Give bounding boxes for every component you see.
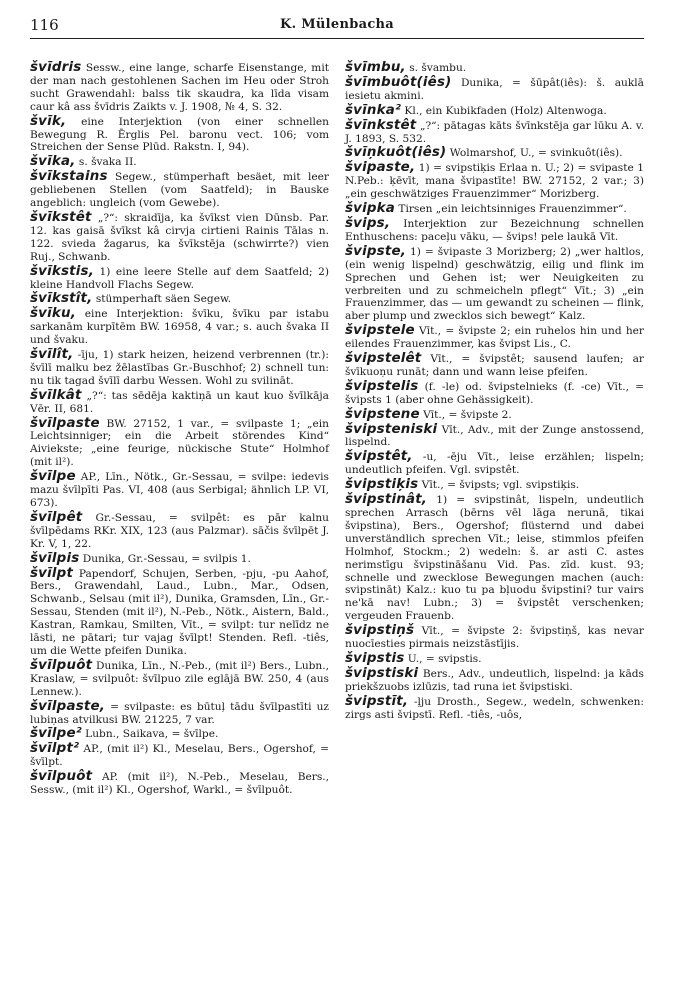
entry-text: AP. (mit il²), N.-Peb., Meselau, Bers., Sessw., (mit il²) Kl., Ogershof, Warkl., = švīlpuôt. <box>30 771 329 797</box>
entry-text: Dunika, Līn., N.-Peb., (mit il²) Bers., Lubn., Kraslaw, = svilpuôt: švīlpuo zile eglājā BW. 250, 4 (aus Lennew.). <box>30 659 329 698</box>
entry-text: 1) = svipstiķis Erlaa n. U.; 2) = svipaste 1 N.Peb.: ķēvīt, mana švipastīte! BW. 27152, 2 var.; 3) „ein geschwätziges Frauenzimmer“ Morizberg. <box>345 162 644 201</box>
entry-text: = svilpaste: es būtuļ tādu švīlpastīti uz lubiņas atvilkusi BW. 21225, 7 var. <box>30 700 329 726</box>
dictionary-entry <box>30 743 329 769</box>
dictionary-entry <box>345 147 644 160</box>
entry-text: „?“: pātagas kāts švīnkstēja gar lūku A. v. J. 1893, S. 532. <box>345 119 644 145</box>
dictionary-entry <box>30 565 329 658</box>
entry-headword: švipaste, <box>345 160 416 176</box>
entry-headword: švipstīt, <box>345 693 409 709</box>
dictionary-entry <box>345 693 644 722</box>
entry-text: 1) = svipstinât, lispeln, undeutlich sprechen Arrasch (bērns vēl lāga nerunā, tikai švipstina), Bers., Ogershof; flüsternd und dabei unverständlich sprechen Vīt.; leise, stimmlos pfeifen Holmhof, Stockm.; 2) wedeln: š. ar asti C. astes nerimstīgu švipstināšanu Vid. Pas. zīd. kust. 93; schnelle und zwecklose Bewegungen machen (auch: svipstināt) Kalz.: kuo tu pa bļuodu švipstini? tur vairs ne'kā nav! Lubn.; 3) = švipstêt verschenken; vergeuden Frauenb. <box>345 494 644 623</box>
dictionary-entry <box>345 203 644 216</box>
entry-text: eine Interjektion (von einer schnellen Bewegung R. Ērglis Pel. baronu vect. 106; vom Streichen der Sense Plūd. Rakstn. I, 94). <box>30 115 329 154</box>
entry-headword: švīlpe² <box>30 726 82 742</box>
dictionary-entry <box>30 293 329 306</box>
entry-headword: švīlpuôt <box>30 657 93 673</box>
dictionary-entry <box>345 102 644 118</box>
entry-text: Dunika, Gr.-Sessau, = svilpis 1. <box>79 552 251 565</box>
entry-text: Sessw., eine lange, scharfe Eisenstange, mit der man nach gestohlenen Sachen im Heu oder Stroh sucht Grawendahl: balss tik skaudra, ka līda visam caur kâ ass švīdris Zaikts v. J. 1908, № 4, S. 32. <box>30 62 329 113</box>
dictionary-entry <box>345 421 644 450</box>
entry-text: Vīt., = švipste 2: švipstiņš, kas nevar nuocīesties pirmais neizstāstījis. <box>345 625 644 651</box>
dictionary-entry <box>30 308 329 347</box>
entry-headword: švipstiķis <box>345 477 419 493</box>
dictionary-entry <box>30 263 329 292</box>
entry-headword: švīk, <box>30 113 67 129</box>
entry-headword: švīlpaste, <box>30 698 106 714</box>
entry-headword: švīlît, <box>30 347 74 363</box>
entry-headword: švipstiņš <box>345 623 415 639</box>
entry-text: Bers., Adv., undeutlich, lispelnd: ja kāds priekšzuobs izlūzis, tad runa iet švipstiski. <box>345 667 644 693</box>
entry-headword: švīkstît, <box>30 291 93 307</box>
dictionary-entry <box>30 509 329 551</box>
dictionary-entry <box>30 156 329 169</box>
dictionary-entry <box>345 74 644 103</box>
entry-headword: švips, <box>345 215 391 231</box>
dictionary-entry <box>30 209 329 264</box>
dictionary-entry <box>345 650 644 666</box>
page-number: 116 <box>30 16 59 34</box>
entry-headword: švīņkuôt(iês) <box>345 145 447 161</box>
dictionary-entry <box>345 451 644 477</box>
entry-text: Lubn., Saikava, = švīlpe. <box>81 728 219 741</box>
entry-text: Gr.-Sessau, = svilpêt: es pār kalnu švīlpēdams RKr. XIX, 123 (aus Palzmar). sāčis švīlpēt J. Kr. V, 1, 22. <box>30 511 329 550</box>
entry-headword: švipstis <box>345 650 405 666</box>
entry-headword: švipstele <box>345 323 415 339</box>
dictionary-entry <box>345 494 644 623</box>
dictionary-entry <box>345 479 644 492</box>
dictionary-entry <box>345 215 644 244</box>
entry-headword: švīmbuôt(iês) <box>345 74 452 90</box>
entry-text: eine Interjektion: švīku, švīku par istabu sarkanām kurpītēm BW. 16958, 4 var.; s. auch švaka II und švaku. <box>30 308 329 347</box>
dictionary-entry <box>30 698 329 727</box>
entry-headword: švipstiski <box>345 665 419 681</box>
entry-text: „?“: skraidīja, ka švīkst vien Dūnsb. Par. 12. kas gaisā švīkst kâ cirvja cirtieni Rainis Tālas n. 122. svieda žagarus, ka švīkstēja (schwirrte?) vien Ruj., Schwanb. <box>30 211 329 263</box>
entry-headword: švīlpt² <box>30 741 80 757</box>
entry-headword: švīlpe <box>30 469 76 485</box>
entry-headword: švipste, <box>345 243 407 259</box>
entry-text: Kl., ein Kubikfaden (Holz) Altenwoga. <box>401 104 607 117</box>
entry-text: stümperhaft säen Segew. <box>92 293 232 306</box>
entry-headword: švīkstis, <box>30 263 95 279</box>
entry-text: AP., (mit il²) Kl., Meselau, Bers., Ogershof, = švīlpt. <box>30 743 329 769</box>
entry-text: Segew., stümperhaft besäet, mit leer gebliebenen Stellen (vom Saatfeld); in Bauske angeblich: ungleich (vom Gewebe). <box>30 171 329 210</box>
dictionary-entry <box>30 471 329 510</box>
dictionary-entry <box>345 665 644 694</box>
entry-text: 1) = švipaste 3 Morizberg; 2) „wer haltlos, (ein wenig lispelnd) geschwätzig, eilig und flink im Sprechen und Gehen ist; wer Neuigkeiten zu verbreiten und zu schmeicheln pflegt“ Vīt.; 3) „ein Frauenzimmer, das — um gewandt zu scheinen — flink, aber plump und zwecklos sich bewegt“ Kalz. <box>345 245 644 323</box>
dictionary-entry <box>30 728 329 741</box>
entry-text: Vīt., = švipsts; vgl. svipstiķis. <box>418 479 580 492</box>
entry-headword: švīlpis <box>30 550 80 566</box>
entry-headword: švīlpt <box>30 565 74 581</box>
left-column <box>30 62 329 799</box>
entry-text: Vīt., = švipste 2; ein ruhelos hin und her eilendes Frauenzimmer, kas švipst Lis., C. <box>345 325 644 351</box>
dictionary-entry <box>30 113 329 155</box>
entry-headword: švīkstêt <box>30 209 92 225</box>
dictionary-entry <box>30 349 329 388</box>
dictionary-entry <box>345 162 644 201</box>
entry-headword: švīku, <box>30 306 77 322</box>
entry-headword: švipstêt, <box>345 449 413 465</box>
entry-headword: švīlpaste <box>30 415 100 431</box>
entry-headword: švipsteniski <box>345 421 438 437</box>
entry-headword: švipstene <box>345 406 420 422</box>
running-title: K. Mülenbacha <box>279 17 395 32</box>
entry-text: Vīt., = švipstêt; sausend laufen; ar švīkuoņu runāt; dann und wann leise pfeifen. <box>345 353 644 378</box>
dictionary-entry <box>30 415 329 470</box>
entry-headword: švīlpêt <box>30 509 83 525</box>
entry-headword: švipstinât, <box>345 492 428 508</box>
entry-text: Vīt., = švipste 2. <box>419 408 512 421</box>
entry-text: Wolmarshof, U., = svinkuôt(iês). <box>446 147 623 160</box>
dictionary-entry <box>345 325 644 351</box>
entry-text: Papendorf, Schujen, Serben, -pju, -pu Aahof, Bers., Grawendahl, Laud., Lubn., Mar., Odsen, Schwanb., Selsau (mit il²), Dunika, Gramsden, Līn., Gr.-Sessau, Stenden (mit il²), N.-Peb., Nötk., Aistern, Bald., Kastran, Ramkau, Smilten, Vīt., = svilpt: tur nelīdz ne lāsti, ne pātari; tur vajag švīlpt! Stenden. Refl. -tiês, um die Wette pfeifen Dunika. <box>30 567 329 657</box>
entry-headword: švīka, <box>30 154 76 170</box>
dictionary-entry <box>345 243 644 323</box>
entry-text: -u, -ēju Vīt., leise erzählen; lispeln; undeutlich pfeifen. Vgl. svipstêt. <box>345 451 644 477</box>
entry-text: s. švaka II. <box>75 156 137 169</box>
entry-headword: švīnkstêt <box>345 117 417 133</box>
entry-text: -ļju Drosth., Segew., wedeln, schwenken: zirgs asti švipstī. Refl. -tiês, -uôs, <box>345 695 644 721</box>
dictionary-entry <box>345 117 644 146</box>
dictionary-entry <box>30 771 329 797</box>
entry-text: s. švambu. <box>405 62 467 74</box>
entry-headword: švīlkât <box>30 387 82 403</box>
entry-text: Dunika, = šūpât(iês): š. auklā iesietu akmini. <box>345 76 644 102</box>
dictionary-entry <box>30 387 329 416</box>
entry-headword: švīkstains <box>30 169 108 185</box>
entry-text: AP., Līn., Nötk., Gr.-Sessau, = svilpe: iedevis mazu švīlpīti Pas. VI, 408 (aus Serbigal; ähnlich LP. VI, 673). <box>30 471 329 509</box>
entry-headword: švīmbu, <box>345 60 406 75</box>
dictionary-entry <box>345 378 644 407</box>
entry-headword: švipstelis <box>345 378 419 394</box>
entry-headword: švīlpuôt <box>30 769 93 785</box>
entry-text: Tirsen „ein leichtsinniges Frauenzimmer“. <box>395 203 627 216</box>
entry-headword: švipstelêt <box>345 351 422 367</box>
entry-text: BW. 27152, 1 var., = svilpaste 1; „ein Leichtsinniger; ein die Arbeit störendes Kind“ Aiviekste; „eine feurige, nückische Stute“ Holmhof (mit il²). <box>30 417 329 469</box>
dictionary-entry <box>30 550 329 566</box>
dictionary-entry <box>345 353 644 379</box>
entry-text: „?“: tas sēdēja kaktiņā un kaut kuo švīlkāja Vēr. II, 681. <box>30 389 329 415</box>
entry-headword: švipka <box>345 201 396 217</box>
right-column <box>345 62 644 724</box>
entry-text: -īju, 1) stark heizen, heizend verbrennen (tr.): švīlī malku bez žēlastības Gr.-Buschhof; 2) schnell tun: nu tik tagad švīlī darbu Wessen. Wohl zu svilināt. <box>30 349 329 387</box>
dictionary-entry <box>345 406 644 422</box>
entry-text: 1) eine leere Stelle auf dem Saatfeld; 2) kleine Handvoll Flachs Segew. <box>30 265 329 291</box>
dictionary-entry <box>345 625 644 651</box>
entry-text: U., = svipstis. <box>404 652 482 665</box>
dictionary-entry <box>30 62 329 114</box>
page-header <box>30 14 644 39</box>
dictionary-entry <box>30 171 329 210</box>
entry-headword: švīdris <box>30 60 82 75</box>
dictionary-entry <box>30 657 329 699</box>
entry-headword: švīnka² <box>345 102 402 118</box>
entry-text: Interjektion zur Bezeichnung schnellen Enthuschens: paceļu vāku, — švips! pele laukā Vīt. <box>345 217 644 243</box>
dictionary-entry <box>345 62 644 75</box>
entry-text: Vīt., Adv., mit der Zunge anstossend, lispelnd. <box>345 423 644 449</box>
entry-text: (f. -le) od. švipstelnieks (f. -ce) Vīt., = švipsts 1 (aber ohne Gehässigkeit). <box>345 380 644 406</box>
